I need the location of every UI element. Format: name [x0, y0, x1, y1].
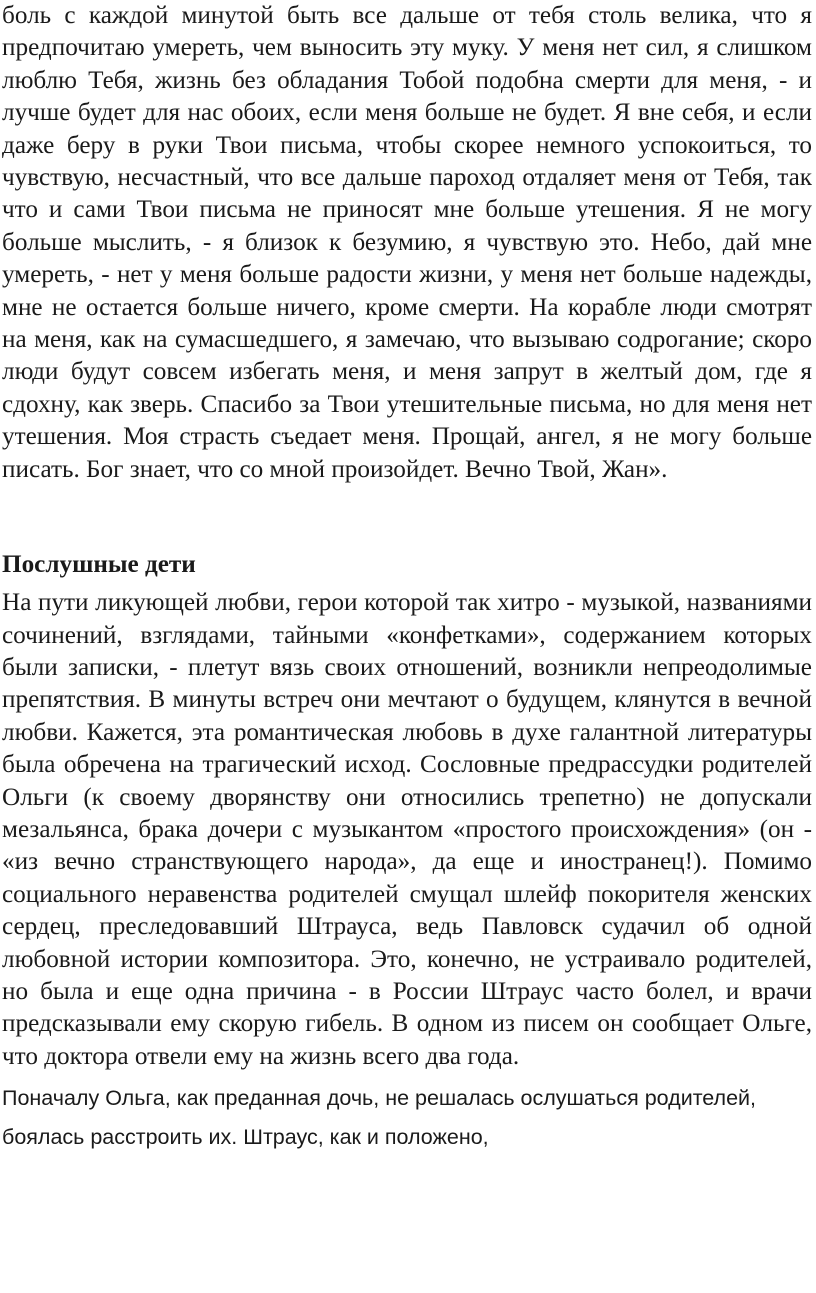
body-paragraph-continuation: Поначалу Ольга, как преданная дочь, не решалась ослушаться родителей, боялась расстроить их. Штраус, как и положено,: [2, 1086, 757, 1150]
body-paragraph-obstacles: На пути ликующей любви, герои которой так хитро - музыкой, названиями сочинений, взглядами, тайными «конфетками», содержанием которых были записки, - плетут вязь своих отношений, возникли непреодолимые препятствия. В минуты встреч они мечтают о будущем, клянутся в вечной любви. Кажется, эта романтическая любовь в духе галантной литературы была обречена на трагический исход. Сословные предрассудки родителей Ольги (к своему дворянству они относились трепетно) не допускали мезальянса, брака дочери с музыкантом «простого происхождения» (он - «из вечно странствующего народа», да еще и иностранец!). Помимо социального неравенства родителей смущал шлейф покорителя женских сердец, преследовавший Штрауса, ведь Павловск судачил об одной любовной истории композитора. Это, конечно, не устраивало родителей, но была и еще одна причина - в России Штраус часто болел, и врачи предсказывали ему скорую гибель. В одном из писем он сообщает Ольге, что доктора отвели ему на жизнь всего два года.: [2, 589, 812, 1070]
body-paragraph-letter-end: боль с каждой минутой быть все дальше от тебя столь велика, что я предпочитаю умереть, чем выносить эту муку. У меня нет сил, я слишком люблю Тебя, жизнь без обладания Тобой подобна смерти для меня, - и лучше будет для нас обоих, если меня больше не будет. Я вне себя, и если даже беру в руки Твои письма, чтобы скорее немного успокоиться, то чувствую, несчастный, что все дальше пароход отдаляет меня от Тебя, так что и сами Твои письма не приносят мне больше утешения. Я не могу больше мыслить, - я близок к безумию, я чувствую это. Небо, дай мне умереть, - нет у меня больше радости жизни, у меня нет больше надежды, мне не остается больше ничего, кроме смерти. На корабле люди смотрят на меня, как на сумасшедшего, я замечаю, что вызываю содрогание; скоро люди будут совсем избегать меня, и меня запрут в желтый дом, где я сдохну, как зверь. Спасибо за Твои утешительные письма, но для меня нет утешения. Моя страсть съедает меня. Прощай, ангел, я не могу больше писать. Бог знает, что со мной произойдет. Вечно Твой, Жан».: [2, 2, 812, 483]
section-heading: Послушные дети: [2, 551, 196, 579]
section-spacer: [2, 486, 812, 549]
